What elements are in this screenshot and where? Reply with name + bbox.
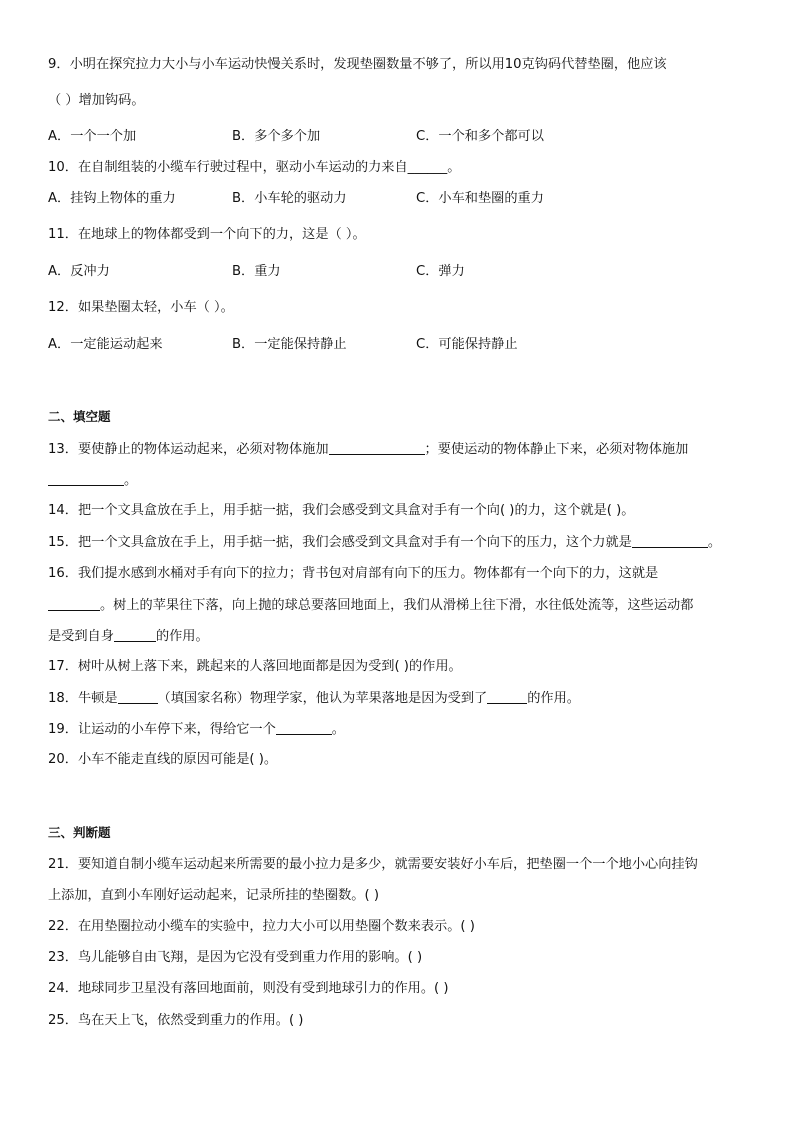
option-b: B．重力 <box>232 264 281 279</box>
question-18-text-c: 的作用。 <box>527 691 580 706</box>
option-b: B．一定能保持静止 <box>232 337 347 352</box>
answer-blank <box>114 627 156 642</box>
question-17: 17．树叶从树上落下来，跳起来的人落回地面都是因为受到( )的作用。 <box>48 659 462 674</box>
question-16-line-3 <box>48 627 754 646</box>
answer-blank <box>632 533 708 548</box>
question-16-line-2 <box>48 596 754 615</box>
section-fill-in-title: 二、填空题 <box>48 409 111 424</box>
answer-blank <box>276 720 332 735</box>
question-19-text-a: 19．让运动的小车停下来，得给它一个 <box>48 722 276 737</box>
option-c: C．一个和多个都可以 <box>416 129 544 144</box>
question-15 <box>48 533 754 552</box>
question-15-text-b: 。 <box>707 535 722 550</box>
answer-blank <box>118 689 158 704</box>
question-13-line-2 <box>48 471 754 490</box>
question-13-text-c: 。 <box>124 473 138 488</box>
option-c: C．小车和垫圈的重力 <box>416 191 544 206</box>
question-18 <box>48 689 754 708</box>
answer-blank <box>487 689 527 704</box>
question-12-stem: 12．如果垫圈太轻，小车（ ）。 <box>48 300 234 315</box>
question-15-text-a: 15．把一个文具盒放在手上，用手掂一掂，我们会感受到文具盒对手有一个向下的压力，这个力就是 <box>48 535 632 550</box>
question-21-line-1: 21．要知道自制小缆车运动起来所需要的最小拉力是多少，就需要安装好小车后，把垫圈一个一个地小心向挂钩 <box>48 857 698 872</box>
question-19-text-b: 。 <box>331 722 345 737</box>
question-21-line-2: 上添加，直到小车刚好运动起来，记录所挂的垫圈数。( ) <box>48 888 379 903</box>
option-b: B．多个多个加 <box>232 129 321 144</box>
question-19 <box>48 720 754 739</box>
option-c: C．可能保持静止 <box>416 337 518 352</box>
option-a: A．挂钩上物体的重力 <box>48 191 176 206</box>
question-18-text-a: 18．牛顿是 <box>48 691 118 706</box>
answer-blank <box>329 440 425 455</box>
question-11-stem: 11．在地球上的物体都受到一个向下的力，这是（ ）。 <box>48 227 366 242</box>
option-c: C．弹力 <box>416 264 465 279</box>
question-22: 22．在用垫圈拉动小缆车的实验中，拉力大小可以用垫圈个数来表示。( ) <box>48 919 475 934</box>
question-10-stem: 10．在自制组装的小缆车行驶过程中，驱动小车运动的力来自______。 <box>48 160 461 175</box>
question-13-line-1 <box>48 440 754 459</box>
option-a: A．一定能运动起来 <box>48 337 163 352</box>
question-18-text-b: （填国家名称）物理学家，他认为苹果落地是因为受到了 <box>157 691 488 706</box>
question-25: 25．鸟在天上飞，依然受到重力的作用。( ) <box>48 1013 304 1028</box>
question-16-text-b: 。树上的苹果往下落，向上抛的球总要落回地面上，我们从滑梯上往下滑，水往低处流等，这些运动都 <box>100 598 694 613</box>
question-13-text-b: ；要使运动的物体静止下来，必须对物体施加 <box>424 442 689 457</box>
question-9-line-1: 9．小明在探究拉力大小与小车运动快慢关系时，发现垫圈数量不够了，所以用10克钩码代替垫圈，他应该 <box>48 57 667 72</box>
answer-blank <box>48 596 100 611</box>
question-9-line-2: （ ）增加钩码。 <box>48 93 145 108</box>
question-16-line-1: 16．我们提水感到水桶对手有向下的拉力；背书包对肩部有向下的压力。物体都有一个向下的力，这就是 <box>48 566 659 581</box>
question-16-text-d: 的作用。 <box>155 629 209 644</box>
question-23: 23．鸟儿能够自由飞翔，是因为它没有受到重力作用的影响。( ) <box>48 950 423 965</box>
question-13-text-a: 13．要使静止的物体运动起来，必须对物体施加 <box>48 442 329 457</box>
option-a: A．一个一个加 <box>48 129 137 144</box>
question-16-text-c: 是受到自身 <box>48 629 114 644</box>
question-24: 24．地球同步卫星没有落回地面前，则没有受到地球引力的作用。( ) <box>48 981 449 996</box>
question-14: 14．把一个文具盒放在手上，用手掂一掂，我们会感受到文具盒对手有一个向( )的力，这个就是( )。 <box>48 503 635 518</box>
option-b: B．小车轮的驱动力 <box>232 191 347 206</box>
answer-blank <box>48 471 124 486</box>
section-judge-title: 三、判断题 <box>48 825 111 840</box>
option-a: A．反冲力 <box>48 264 110 279</box>
question-20: 20．小车不能走直线的原因可能是( )。 <box>48 752 278 767</box>
